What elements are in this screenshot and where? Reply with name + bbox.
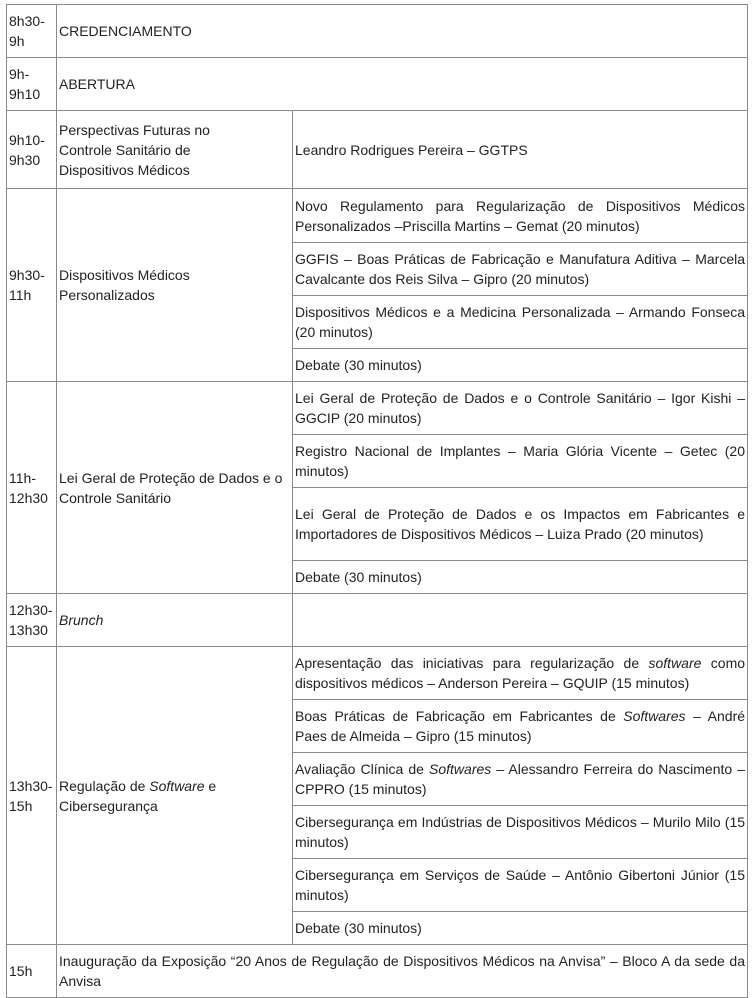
topic-cell (57, 647, 293, 945)
detail-text: – Alessandro Ferreira do Nascimento – CPPRO (15 minutos) (295, 761, 746, 797)
agenda-row-abertura (7, 58, 748, 111)
time-cell: 15h (7, 945, 57, 998)
topic-text-italic: Software (149, 777, 205, 794)
topic-cell: Lei Geral de Proteção de Dados e o Controle Sanitário (57, 382, 293, 594)
time-cell: 8h30-9h (7, 5, 57, 58)
time-cell: 9h30-11h (7, 189, 57, 382)
detail-cell: Novo Regulamento para Regularização de Dispositivos Médicos Personalizados –Priscilla Martins – Gemat (20 minutos) (293, 189, 748, 243)
detail-cell: Dispositivos Médicos e a Medicina Personalizada – Armando Fonseca (20 minutos) (293, 296, 748, 349)
topic-cell: Inauguração da Exposição “20 Anos de Regulação de Dispositivos Médicos na Anvisa” – Bloco A da sede da Anvisa (57, 945, 748, 998)
detail-cell: Debate (30 minutos) (293, 561, 748, 594)
detail-text: Avaliação Clínica de (295, 761, 430, 777)
time-cell: 11h-12h30 (7, 382, 57, 594)
detail-text-italic: Softwares (623, 708, 686, 724)
agenda-row-brunch (7, 594, 748, 647)
detail-cell-empty (293, 594, 748, 647)
time-cell: 9h10-9h30 (7, 111, 57, 189)
detail-text: – André Paes de Almeida – Gipro (15 minutos) (295, 708, 746, 744)
detail-cell (293, 700, 748, 753)
detail-cell: GGFIS – Boas Práticas de Fabricação e Manufatura Aditiva – Marcela Cavalcante dos Reis Silva – Gipro (20 minutos) (293, 243, 748, 296)
agenda-table (6, 4, 748, 998)
agenda-row-software (7, 647, 748, 700)
detail-text: como dispositivos médicos – Anderson Pereira – GQUIP (15 minutos) (295, 655, 746, 691)
topic-text: e Cibersegurança (59, 777, 217, 814)
time-cell: 9h-9h10 (7, 58, 57, 111)
detail-cell: Registro Nacional de Implantes – Maria Glória Vicente – Getec (20 minutos) (293, 435, 748, 488)
agenda-row-lgpd (7, 382, 748, 435)
agenda-row-credenciamento (7, 5, 748, 58)
detail-cell: Debate (30 minutos) (293, 349, 748, 382)
topic-cell: Perspectivas Futuras no Controle Sanitário de Dispositivos Médicos (57, 111, 293, 189)
agenda-row-perspectivas (7, 111, 748, 189)
topic-text: Regulação de (59, 777, 150, 794)
topic-cell: CREDENCIAMENTO (57, 5, 748, 58)
agenda-row-inauguracao (7, 945, 748, 998)
time-cell: 12h30-13h30 (7, 594, 57, 647)
detail-cell: Cibersegurança em Serviços de Saúde – Antônio Gibertoni Júnior (15 minutos) (293, 859, 748, 912)
detail-text-italic: software (648, 655, 702, 671)
detail-cell (293, 647, 748, 700)
detail-cell: Debate (30 minutos) (293, 912, 748, 945)
time-cell: 13h30-15h (7, 647, 57, 945)
detail-cell: Lei Geral de Proteção de Dados e os Impactos em Fabricantes e Importadores de Dispositivos Médicos – Luiza Prado (20 minutos) (293, 488, 748, 561)
agenda-row-dm-personalizados (7, 189, 748, 243)
detail-text-italic: Softwares (429, 761, 492, 777)
detail-text: Apresentação das iniciativas para regularização de (295, 655, 649, 671)
detail-cell: Leandro Rodrigues Pereira – GGTPS (293, 111, 748, 189)
detail-text: Boas Práticas de Fabricação em Fabricantes de (295, 708, 624, 724)
detail-cell: Lei Geral de Proteção de Dados e o Controle Sanitário – Igor Kishi – GGCIP (20 minutos) (293, 382, 748, 435)
topic-cell: Dispositivos Médicos Personalizados (57, 189, 293, 382)
detail-cell: Cibersegurança em Indústrias de Dispositivos Médicos – Murilo Milo (15 minutos) (293, 806, 748, 859)
topic-cell: Brunch (57, 594, 293, 647)
topic-cell: ABERTURA (57, 58, 748, 111)
detail-cell (293, 753, 748, 806)
